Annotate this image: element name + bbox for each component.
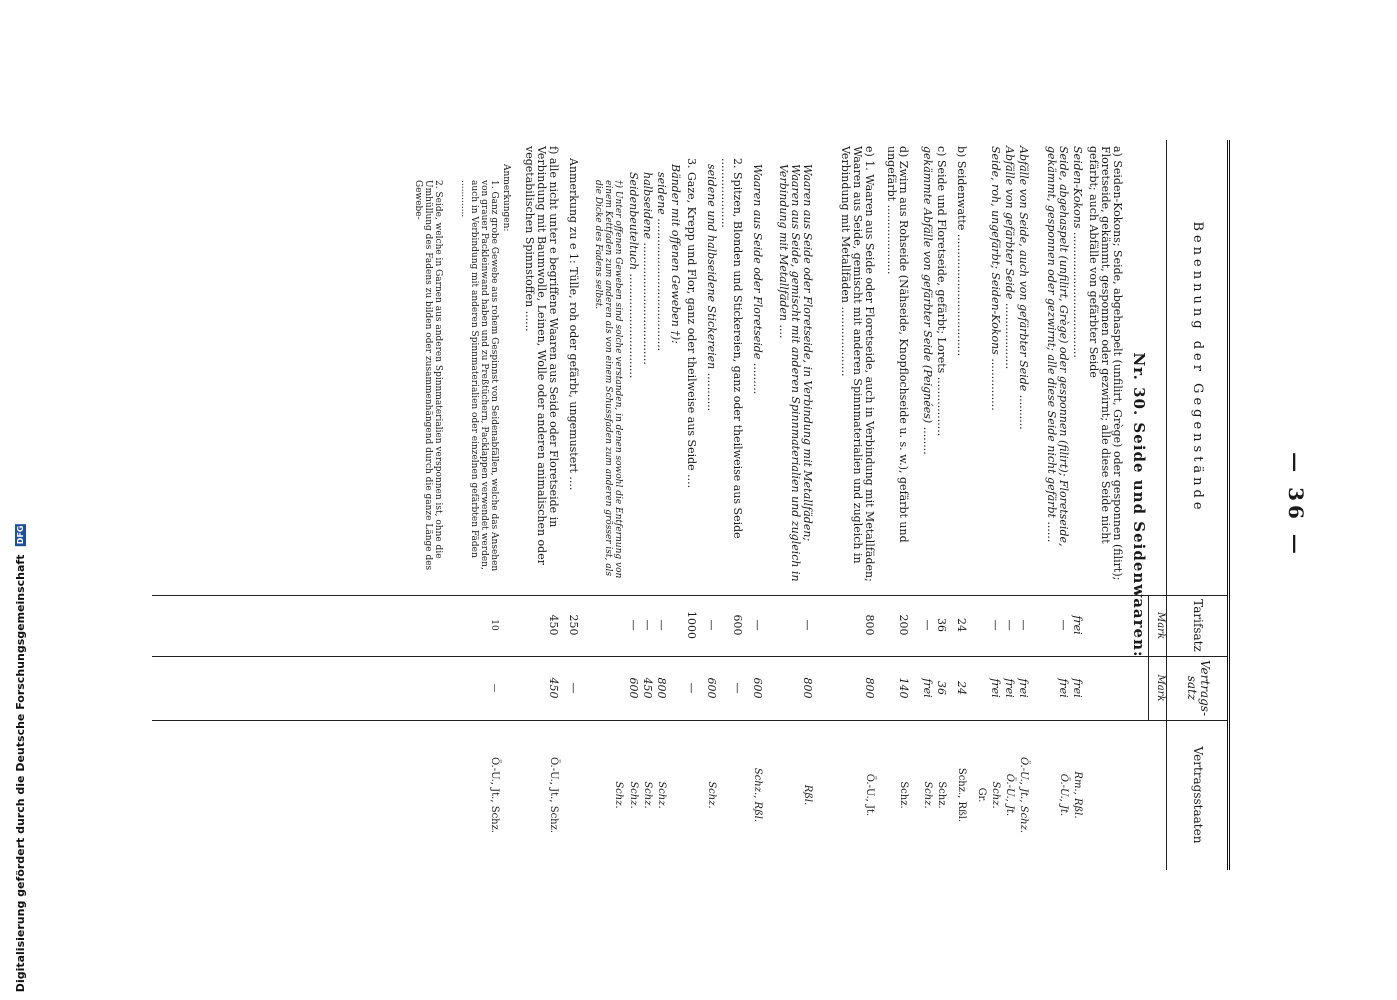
rotated-page: [155, 140, 1308, 870]
header-items: Benennung der Gegenstände: [1190, 221, 1206, 514]
digitization-credit: [14, 524, 27, 992]
header-states: Vertragsstaaten: [1191, 746, 1206, 844]
header-rule: [1166, 140, 1167, 870]
unit-treaty: Mark: [1155, 674, 1166, 702]
column-divider: [152, 656, 1227, 657]
header-tariff: Tarifsatz: [1191, 599, 1206, 652]
section-title: Nr. 30. Seide und Seidenwaaren:: [1130, 352, 1148, 658]
column-divider: [152, 720, 1227, 721]
unit-rule: [1148, 595, 1149, 720]
page-number: — 36 —: [1284, 452, 1308, 558]
unit-tariff: Mark: [1155, 611, 1166, 640]
header-treaty: Vertrags-satz: [1185, 659, 1212, 716]
dfg-logo: DFG: [16, 525, 25, 545]
tariff-table: Benennung der Gegenstände Tarifsatz Vertrags-satz Vertragsstaaten Mark Mark Nr. 30. Seide und Seidenwaaren: a) Seiden-Kokons; Seide, abgehaspelt (unfilirt, Grège) oder gesponnen (filirt); Floretseide, gekämmt, gesponnen oder gezwirnt; alle diese Seide nicht gefärbt; auch Abfälle von gefärbter Seide Seiden-Kokons .................................... frei frei Rm., Rßl. Seide, abgehaspelt (unfilirt, Grège) oder gesponnen (filirt); Floretseide, gekämmt, gesponnen oder gezwirnt; alle diese Seide nicht gefärbt ...... — frei Ö.-U., Jt. Abfälle von Seide, auch von gefärbter Seide .......... — frei Ö.-U., Jt., Schz. Abfälle von gefärbter Seide ................... — frei Ö.-U., Jt. Seide, roh, ungefärbt; Seiden-Kokons ............... — frei Schz. Gr. b) Seidenwatte ................................... 24 24 Schz., Rßl. c) Seide und Floretseide, gefärbt; Lorets ................. 36 36 Schz. gekämmte Abfälle von gefärbter Seide (Peignées) ........ — frei Schz. d) Zwirn aus Rohseide (Nähseide, Knopflochseide u. s. w.), gefärbt und ungefärbt .................... 200 140 Schz. e) 1. Waaren aus Seide oder Floretseide, auch in Verbindung mit Metallfäden; Waaren aus Seide, gemischt mit anderen Spinnmaterialien und zugleich in Verbindung mit Metallfäden .................... 800 800 Ö.-U., Jt. Waaren aus Seide oder Floretseide, in Verbindung mit Metallfäden; Waaren aus Seide, gemischt mit anderen Spinnmaterialien und zugleich in Verbindung mit Metallfäden .... — 800 Rßl. Waaren aus Seide oder Floretseide ......... — 600 Schz., Rßl. 2. Spitzen, Blonden und Stickereien, ganz oder theilweise aus Seide .................... 600 — seidene und halbseidene Stickereien ........... — 600 Schz. 3. Gaze, Krepp und Flor, ganz oder theilweise aus Seide .... 1000 — Bänder mit offenen Geweben †): seidene ...................................... — 800 Schz. halbseidene ................................... — 450 Schz. Seidenbeuteltuch .............................. — 600 Schz. †) Unter offenen Geweben sind solche verstanden, in denen sowohl die Entfernung von einem Kettfaden zum anderen als von einem Schussfaden zum anderen grösser ist, als die Dicke des Fadens selbst. Schz. Anmerkung zu e 1: Tülle, roh oder gefärbt, ungemustert .... 250 — f) alle nicht unter e begriffene Waaren aus Seide oder Floretseide in Verbindung mit Baumwolle, Leinen, Wolle oder anderen animalischen oder vegetabilischen Spinnstoffen ...... 450 450 Ö.-U., Jt., Schz. Anmerkungen: 1. Ganz grobe Gewebe aus rohem Gespinnst von Seidenabfällen, welche das Ansehen von grauer Packleinwand haben und zu Preßtüchern, Packlappen verwendet werden, auch in Verbindung mit anderen Spinnmaterialien oder einzelnen gefärbten Fäden ............. 10 — Ö.-U., Jt., Schz. 2. Seide, welche in Garnen aus anderen Spinnmaterialien versponnen ist, ohne die Umhüllung des Fadens zu bilden oder zusammenhängend durch die ganze Länge des Gewebe-: [152, 140, 1230, 870]
credit-text: Digitalisierung gefördert durch die Deutsche Forschungsgemeinschaft: [14, 554, 27, 992]
